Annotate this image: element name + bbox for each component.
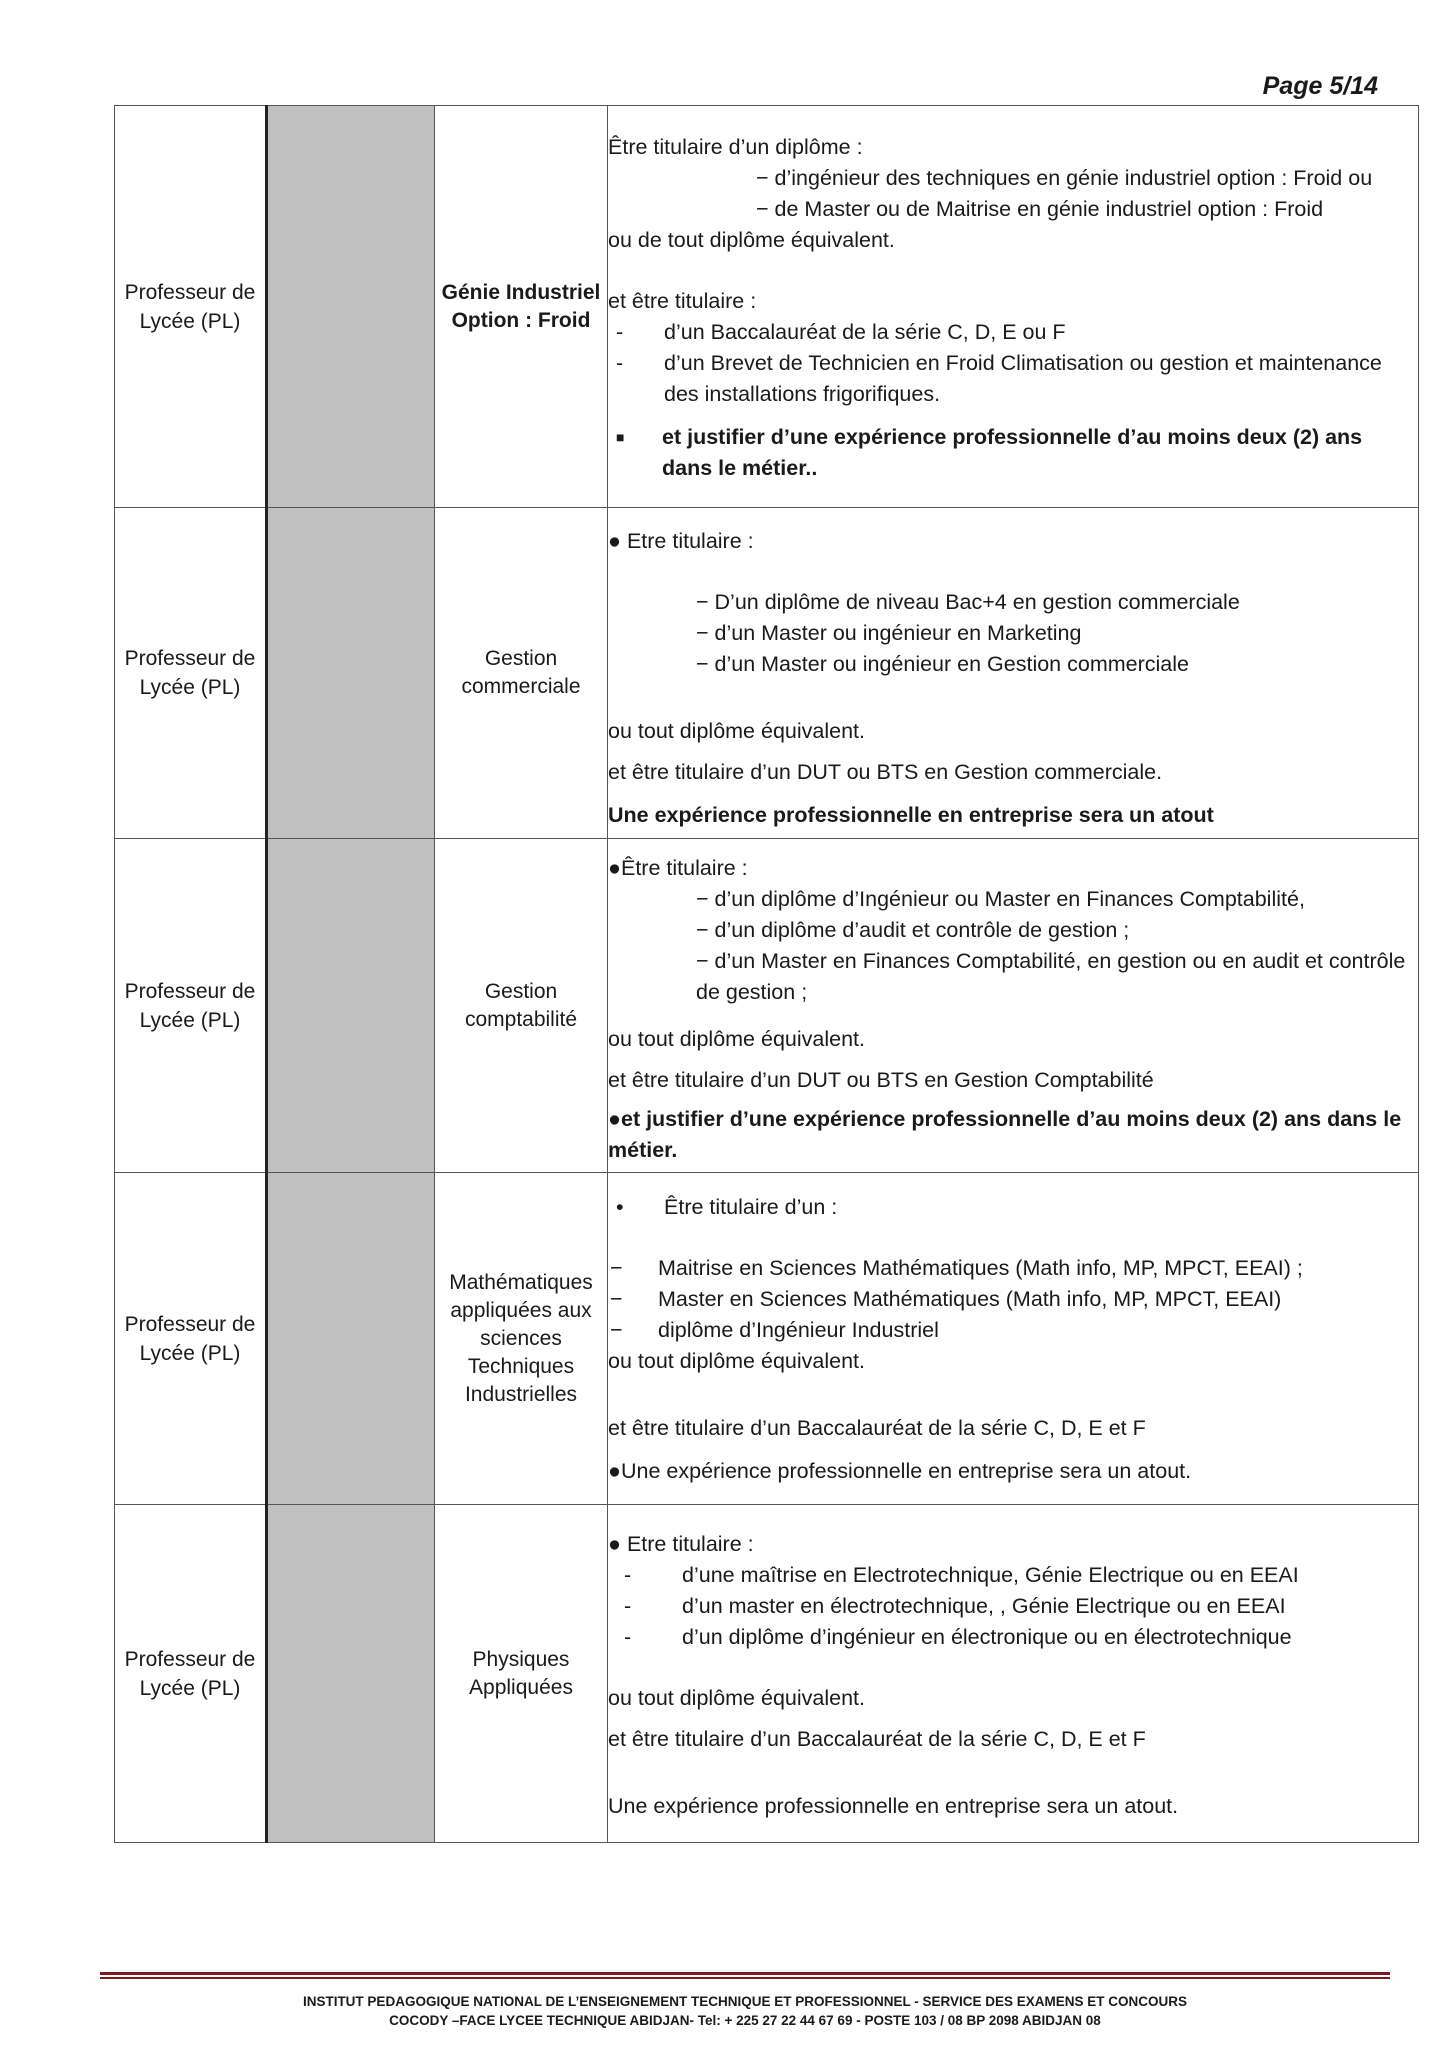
req-line: − D’un diplôme de niveau Bac+4 en gestion commerciale xyxy=(696,589,1240,614)
corps-cell: Professeur de Lycée (PL) xyxy=(115,508,267,839)
corps-cell: Professeur de Lycée (PL) xyxy=(115,1173,267,1505)
req-line: Maitrise en Sciences Mathématiques (Math info, MP, MPCT, EEAI) ; xyxy=(658,1256,1303,1280)
req-line: − de Master ou de Maitrise en génie industriel option : Froid xyxy=(756,196,1324,221)
req-line: d’un master en électrotechnique, , Génie Electrique ou en EEAI xyxy=(682,1594,1286,1618)
req-line: Une expérience professionnelle en entreprise sera un atout. xyxy=(608,1794,1179,1818)
dash-marker: − xyxy=(610,1318,623,1342)
corps-cell: Professeur de Lycée (PL) xyxy=(115,1505,267,1843)
req-line: d’une maîtrise en Electrotechnique, Génie Electrique ou en EEAI xyxy=(682,1563,1299,1587)
requirements-cell xyxy=(608,839,1419,1173)
specialite-cell: Génie Industriel Option : Froid xyxy=(435,106,608,508)
corps-cell: Professeur de Lycée (PL) xyxy=(115,106,267,508)
req-dash-item xyxy=(608,1253,1418,1284)
req-dash-item xyxy=(608,317,1418,348)
square-bullet-icon: ■ xyxy=(616,428,625,445)
grey-column-cell xyxy=(267,839,435,1173)
req-bullet-item xyxy=(608,422,1418,484)
req-dash-item xyxy=(608,1315,1418,1346)
req-line: diplôme d’Ingénieur Industriel xyxy=(658,1318,939,1342)
grey-column-cell xyxy=(267,1173,435,1505)
dash-marker: - xyxy=(624,1563,632,1587)
req-line: − d’un Master ou ingénieur en Gestion commerciale xyxy=(696,651,1189,676)
req-line: − d’un diplôme d’Ingénieur ou Master en Finances Comptabilité, xyxy=(696,887,1305,911)
footer-line: INSTITUT PEDAGOGIQUE NATIONAL DE L’ENSEIGNEMENT TECHNIQUE ET PROFESSIONNEL - SERVICE DES EXAMENS ET CONCOURS xyxy=(302,1994,1188,2009)
footer-divider xyxy=(100,1972,1390,1975)
footer xyxy=(100,1992,1390,2030)
req-line: ●et justifier d’une expérience professionnelle d’au moins deux (2) ans dans le métier. xyxy=(608,1107,1402,1162)
table-row xyxy=(115,1505,1419,1843)
footer-divider xyxy=(100,1977,1390,1979)
table-row xyxy=(115,106,1419,508)
req-dash-item xyxy=(608,1591,1418,1622)
table-row xyxy=(115,1173,1419,1505)
requirements-cell xyxy=(608,1173,1419,1505)
req-line: ou de tout diplôme équivalent. xyxy=(608,227,895,252)
requirements-cell xyxy=(608,106,1419,508)
req-line: et justifier d’une expérience professionnelle d’au moins deux (2) ans dans le métier.. xyxy=(662,424,1363,480)
dash-marker: - xyxy=(624,1625,632,1649)
req-dash-item xyxy=(608,348,1418,410)
req-bullet-item xyxy=(608,1192,1418,1223)
req-line: − d’ingénieur des techniques en génie industriel option : Froid ou xyxy=(756,165,1373,190)
requirements-cell xyxy=(608,508,1419,839)
dot-bullet-icon: • xyxy=(616,1195,624,1219)
specialite-cell: Mathématiques appliquées aux sciences Techniques Industrielles xyxy=(435,1173,608,1505)
req-line: ou tout diplôme équivalent. xyxy=(608,1349,865,1373)
req-line: d’un diplôme d’ingénieur en électronique ou en électrotechnique xyxy=(682,1625,1292,1649)
req-line: Être titulaire d’un : xyxy=(664,1195,838,1219)
req-line: et être titulaire d’un DUT ou BTS en Gestion Comptabilité xyxy=(608,1068,1154,1092)
grey-column-cell xyxy=(267,508,435,839)
req-line: ou tout diplôme équivalent. xyxy=(608,1027,865,1051)
req-dash-item xyxy=(608,1284,1418,1315)
req-line: et être titulaire d’un Baccalauréat de la série C, D, E et F xyxy=(608,1727,1146,1751)
corps-cell: Professeur de Lycée (PL) xyxy=(115,839,267,1173)
dash-marker: − xyxy=(610,1256,623,1280)
req-line: ● Etre titulaire : xyxy=(608,528,754,553)
page-number: Page 5/14 xyxy=(1262,72,1378,100)
req-dash-item xyxy=(608,1622,1418,1653)
req-line: ou tout diplôme équivalent. xyxy=(608,1686,865,1710)
grey-column-cell xyxy=(267,1505,435,1843)
req-line: ●Être titulaire : xyxy=(608,856,748,880)
req-line: et être titulaire d’un Baccalauréat de la série C, D, E et F xyxy=(608,1416,1146,1440)
req-line: d’un Brevet de Technicien en Froid Climatisation ou gestion et maintenance des installations frigorifiques. xyxy=(664,350,1382,406)
req-line: Une expérience professionnelle en entreprise sera un atout xyxy=(608,802,1214,827)
req-line: ● Etre titulaire : xyxy=(608,1532,754,1556)
req-line: et être titulaire : xyxy=(608,288,757,313)
req-line: Être titulaire d’un diplôme : xyxy=(608,134,863,159)
req-line: − d’un diplôme d’audit et contrôle de gestion ; xyxy=(696,918,1130,942)
specialite-cell: Gestion comptabilité xyxy=(435,839,608,1173)
requirements-cell xyxy=(608,1505,1419,1843)
req-line: Master en Sciences Mathématiques (Math info, MP, MPCT, EEAI) xyxy=(658,1287,1282,1311)
specialite-cell: Gestion commerciale xyxy=(435,508,608,839)
dash-marker: - xyxy=(624,1594,632,1618)
req-line: et être titulaire d’un DUT ou BTS en Gestion commerciale. xyxy=(608,759,1163,784)
table-row xyxy=(115,839,1419,1173)
req-line: − d’un Master en Finances Comptabilité, en gestion ou en audit et contrôle de gestion ; xyxy=(696,949,1406,1004)
req-line: − d’un Master ou ingénieur en Marketing xyxy=(696,620,1082,645)
req-line: ●Une expérience professionnelle en entreprise sera un atout. xyxy=(608,1459,1192,1483)
footer-line: COCODY –FACE LYCEE TECHNIQUE ABIDJAN- Tel: + 225 27 22 44 67 69 - POSTE 103 / 08 BP 2098 ABIDJAN 08 xyxy=(389,2013,1101,2028)
grey-column-cell xyxy=(267,106,435,508)
dash-marker: - xyxy=(616,319,624,344)
req-line: d’un Baccalauréat de la série C, D, E ou F xyxy=(664,319,1066,344)
specialite-cell: Physiques Appliquées xyxy=(435,1505,608,1843)
req-dash-item xyxy=(608,1560,1418,1591)
recruitment-table xyxy=(114,105,1419,1843)
dash-marker: − xyxy=(610,1287,623,1311)
req-line: ou tout diplôme équivalent. xyxy=(608,718,865,743)
dash-marker: - xyxy=(616,350,624,375)
table-row xyxy=(115,508,1419,839)
